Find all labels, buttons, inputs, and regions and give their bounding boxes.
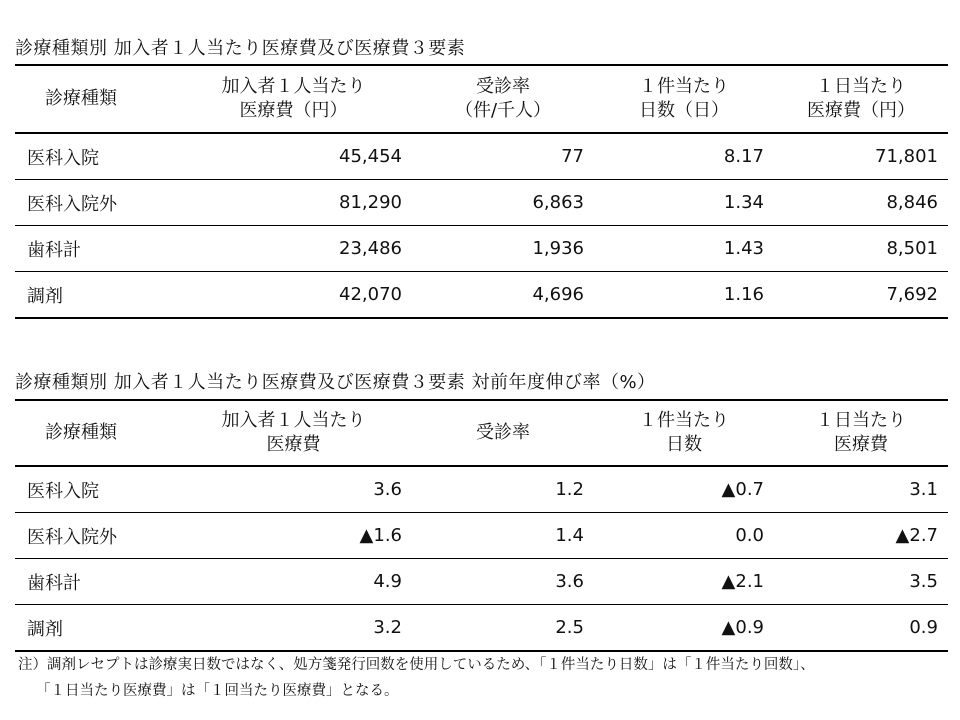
cost-per-person-cell: 23,486	[339, 238, 402, 259]
days-per-case-cell: 1.16	[723, 284, 764, 305]
table2-header-visit-rate: 受診率	[412, 400, 594, 466]
days-per-case-growth-cell: ▲0.7	[721, 479, 764, 500]
table-row	[15, 180, 948, 226]
days-per-case-growth-cell: ▲0.9	[721, 617, 764, 638]
cost-per-day-cell: 8,501	[886, 238, 938, 259]
row-category: 医科入院	[27, 147, 99, 169]
table2-header-cost-per-day: １日当たり 医療費	[774, 400, 948, 466]
visit-rate-growth-cell: 3.6	[555, 571, 584, 592]
row-category: 調剤	[27, 285, 63, 307]
table-row	[15, 226, 948, 272]
table-row	[15, 133, 948, 180]
table2	[15, 399, 948, 652]
table1-header-cost-per-person: 加入者１人当たり 医療費（円）	[175, 65, 412, 133]
cost-per-day-cell: 8,846	[886, 192, 938, 213]
cost-per-day-cell: 7,692	[886, 284, 938, 305]
table1-header-visit-rate: 受診率 （件/千人）	[412, 65, 594, 133]
cost-per-person-cell: 81,290	[339, 192, 402, 213]
table1-header-cost-per-day: １日当たり 医療費（円）	[774, 65, 948, 133]
table2-title: 診療種類別 加入者１人当たり医療費及び医療費３要素 対前年度伸び率（%）	[15, 372, 656, 393]
table-row	[15, 605, 948, 652]
visit-rate-cell: 77	[561, 146, 584, 167]
cost-per-person-cell: 45,454	[339, 146, 402, 167]
visit-rate-cell: 1,936	[532, 238, 584, 259]
cost-per-person-growth-cell: ▲1.6	[359, 525, 402, 546]
days-per-case-cell: 8.17	[723, 146, 764, 167]
table-row	[15, 513, 948, 559]
table1	[15, 64, 948, 319]
cost-per-day-growth-cell: 3.5	[909, 571, 938, 592]
table2-header-row	[15, 400, 948, 466]
row-category: 歯科計	[27, 572, 81, 594]
row-category: 医科入院外	[27, 526, 117, 548]
row-category: 医科入院	[27, 480, 99, 502]
cost-per-day-cell: 71,801	[875, 146, 938, 167]
row-category: 調剤	[27, 618, 63, 640]
footnote-line-1: 注）調剤レセプトは診療実日数ではなく、処方箋発行回数を使用しているため、「１件当たり日数」は「１件当たり回数」、	[18, 657, 815, 673]
visit-rate-cell: 6,863	[532, 192, 584, 213]
footnote	[18, 652, 815, 704]
table1-title: 診療種類別 加入者１人当たり医療費及び医療費３要素	[15, 38, 466, 59]
days-per-case-cell: 1.34	[723, 192, 764, 213]
visit-rate-growth-cell: 1.4	[555, 525, 584, 546]
row-category: 医科入院外	[27, 193, 117, 215]
row-category: 歯科計	[27, 239, 81, 261]
table-row	[15, 559, 948, 605]
footnote-line-2: 「１日当たり医療費」は「１回当たり医療費」となる。	[36, 683, 399, 699]
cost-per-person-growth-cell: 4.9	[373, 571, 402, 592]
visit-rate-cell: 4,696	[532, 284, 584, 305]
table1-header-category: 診療種類	[15, 65, 175, 133]
cost-per-person-growth-cell: 3.2	[373, 617, 402, 638]
days-per-case-growth-cell: 0.0	[735, 525, 764, 546]
days-per-case-growth-cell: ▲2.1	[721, 571, 764, 592]
cost-per-person-growth-cell: 3.6	[373, 479, 402, 500]
table2-header-days-per-case: １件当たり 日数	[594, 400, 774, 466]
table2-header-cost-per-person: 加入者１人当たり 医療費	[175, 400, 412, 466]
table-row	[15, 272, 948, 319]
table1-header-row	[15, 65, 948, 133]
table2-header-category: 診療種類	[15, 400, 175, 466]
visit-rate-growth-cell: 2.5	[555, 617, 584, 638]
cost-per-day-growth-cell: ▲2.7	[895, 525, 938, 546]
visit-rate-growth-cell: 1.2	[555, 479, 584, 500]
days-per-case-cell: 1.43	[723, 238, 764, 259]
cost-per-person-cell: 42,070	[339, 284, 402, 305]
table-row	[15, 466, 948, 513]
table1-header-days-per-case: １件当たり 日数（日）	[594, 65, 774, 133]
cost-per-day-growth-cell: 3.1	[909, 479, 938, 500]
cost-per-day-growth-cell: 0.9	[909, 617, 938, 638]
